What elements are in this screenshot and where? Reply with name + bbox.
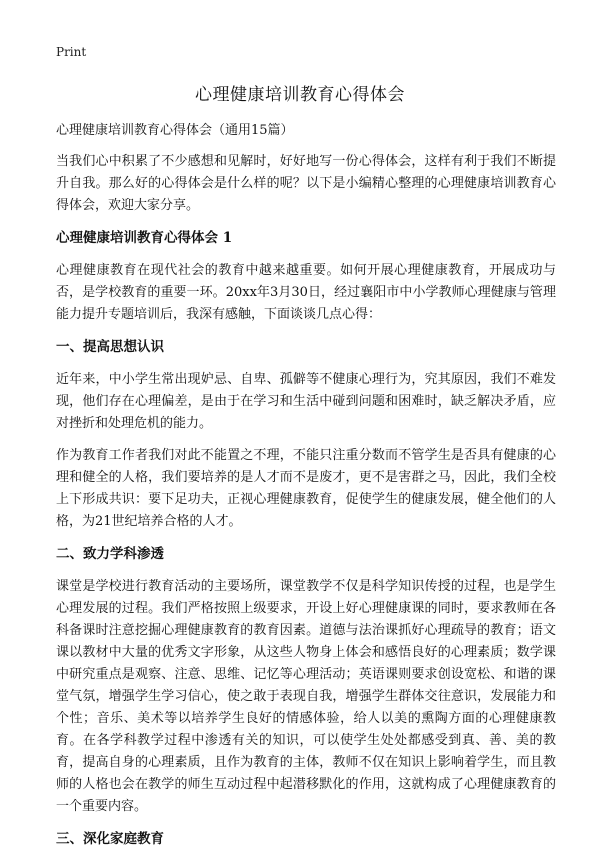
subsection-heading: 二、致力学科渗透 — [56, 546, 164, 562]
intro-paragraph: 当我们心中积累了不少感想和见解时，好好地写一份心得体会，这样有利于我们不断提升自我。那么好的心得体会是什么样的呢？以下是小编精心整理的心理健康培训教育心得体会，欢迎大家分享。 — [56, 154, 556, 213]
body-paragraph: 心理健康教育在现代社会的教育中越来越重要。如何开展心理健康教育，开展成功与否，是学校教育的重要一环。20xx年3月30日，经过襄阳市中小学教师心理健康与管理能力提升专题培训后，我深有感触，下面谈谈几点心得： — [56, 263, 556, 322]
subsection-heading: 三、深化家庭教育 — [56, 831, 164, 847]
page-title: 心理健康培训教育心得体会 — [195, 85, 405, 105]
body-paragraph: 近年来，中小学生常出现妒忌、自卑、孤僻等不健康心理行为，究其原因，我们不难发现，他们存在心理偏差，是由于在学习和生活中碰到问题和困难时，缺乏解决矛盾，应对挫折和处理危机的能力。 — [56, 372, 556, 431]
body-paragraph: 作为教育工作者我们对此不能置之不理，不能只注重分数而不管学生是否具有健康的心理和健全的人格，我们要培养的是人才而不是废才，更不是害群之马，因此，我们全校上下形成共识：要下足功夫，正视心理健康教育，促使学生的健康发展，健全他们的人格，为21世纪培养合格的人才。 — [56, 448, 556, 529]
body-paragraph: 课堂是学校进行教育活动的主要场所，课堂教学不仅是科学知识传授的过程，也是学生心理发展的过程。我们严格按照上级要求，开设上好心理健康课的同时，要求教师在各科备课时注意挖掘心理健康教育的教育因素。道德与法治课抓好心理疏导的教育；语文课以教材中大量的优秀文字形象，从这些人物身上体会和感悟良好的心理素质；数学课中研究重点是观察、注意、思维、记忆等心理活动；英语课则要求创设宽松、和谐的课堂气氛，增强学生学习信心，使之敢于表现自我，增强学生群体交往意识，发展能力和个性；音乐、美术等以培养学生良好的情感体验，给人以美的熏陶方面的心理健康教育。在各学科教学过程中渗透有关的知识，可以使学生处处都感受到真、善、美的教育，提高自身的心理素质，且作为教育的主体，教师不仅在知识上影响着学生，而且教师的人格也会在教学的师生互动过程中起潜移默化的作用，这就构成了心理健康教育的一个重要内容。 — [56, 579, 556, 814]
print-link[interactable]: Print — [56, 45, 87, 59]
article-subtitle: 心理健康培训教育心得体会（通用15篇） — [56, 123, 294, 138]
section-heading: 心理健康培训教育心得体会 1 — [56, 230, 233, 246]
subsection-heading: 一、提高思想认识 — [56, 339, 164, 355]
article-body — [56, 120, 556, 861]
